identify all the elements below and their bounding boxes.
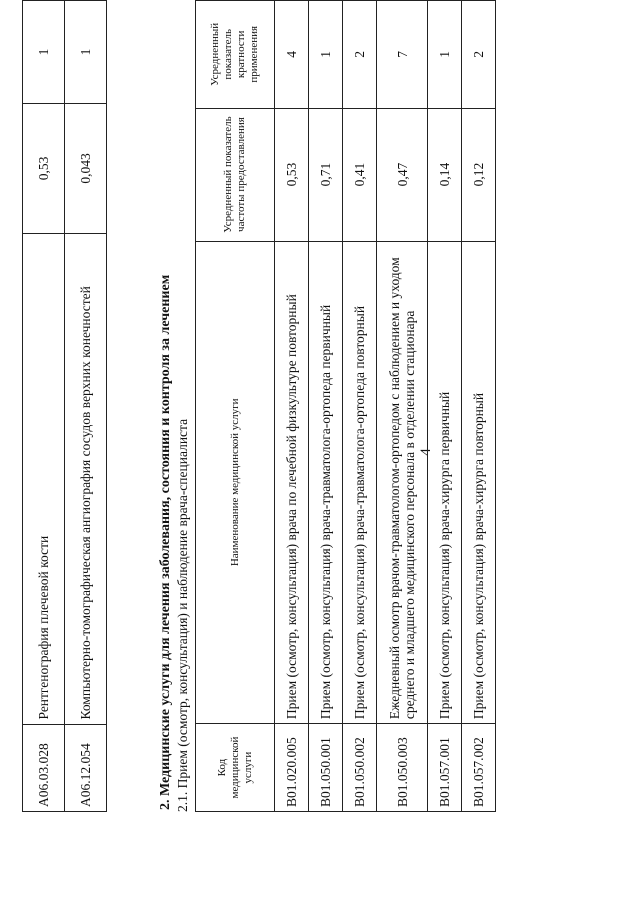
multiplicity-value: 2	[343, 1, 377, 109]
table-row	[462, 1, 496, 812]
table-row	[377, 1, 428, 812]
table-row	[65, 1, 107, 812]
service-name: Прием (осмотр, консультация) врача-хирурга повторный	[462, 241, 496, 724]
frequency-value: 0,53	[275, 108, 309, 241]
frequency-value: 0,14	[428, 108, 462, 241]
table-row	[343, 1, 377, 812]
frequency-value: 0,53	[23, 104, 65, 234]
service-name: Прием (осмотр, консультация) врача по лечебной физкультуре повторный	[275, 241, 309, 724]
multiplicity-value: 1	[428, 1, 462, 109]
multiplicity-value: 1	[65, 1, 107, 104]
service-code: A06.12.054	[65, 724, 107, 811]
header-code: Код медицинской услуги	[196, 724, 275, 812]
table-row	[275, 1, 309, 812]
table-row	[23, 1, 65, 812]
multiplicity-value: 1	[309, 1, 343, 109]
service-name: Рентгенография плечевой кости	[23, 233, 65, 724]
header-multiplicity: Усредненный показатель кратности применения	[196, 1, 275, 109]
service-name: Компьютерно-томографическая ангиография сосудов верхних конечностей	[65, 233, 107, 724]
service-name: Прием (осмотр, консультация) врача-хирурга первичный	[428, 241, 462, 724]
table-row	[428, 1, 462, 812]
multiplicity-value: 1	[23, 1, 65, 104]
frequency-value: 0,043	[65, 104, 107, 234]
frequency-value: 0,41	[343, 108, 377, 241]
service-name: Прием (осмотр, консультация) врача-травматолога-ортопеда повторный	[343, 241, 377, 724]
service-code: B01.050.002	[343, 724, 377, 812]
frequency-value: 0,12	[462, 108, 496, 241]
service-code: A06.03.028	[23, 724, 65, 811]
multiplicity-value: 7	[377, 1, 428, 109]
service-name: Прием (осмотр, консультация) врача-травматолога-ортопеда первичный	[309, 241, 343, 724]
frequency-value: 0,47	[377, 108, 428, 241]
section-title: 2. Медицинские услуги для лечения заболевания, состояния и контроля за лечением	[158, 274, 173, 810]
top-table	[22, 0, 107, 812]
service-code: B01.020.005	[275, 724, 309, 812]
header-frequency: Усредненный показатель частоты предоставления	[196, 108, 275, 241]
frequency-value: 0,71	[309, 108, 343, 241]
service-code: B01.057.002	[462, 724, 496, 812]
table-row	[309, 1, 343, 812]
service-name: Ежедневный осмотр врачом-травматологом-ортопедом с наблюдением и уходом среднего и младшего медицинского персонала в отделении стационара	[377, 241, 428, 724]
services-table	[195, 0, 496, 812]
service-code: B01.050.003	[377, 724, 428, 812]
multiplicity-value: 4	[275, 1, 309, 109]
table-header-row	[196, 1, 275, 812]
section-subtitle: 2.1. Прием (осмотр, консультация) и наблюдение врача-специалиста	[175, 418, 190, 812]
service-code: B01.057.001	[428, 724, 462, 812]
header-name: Наименование медицинской услуги	[196, 241, 275, 724]
page-number: 4	[418, 448, 434, 456]
service-code: B01.050.001	[309, 724, 343, 812]
multiplicity-value: 2	[462, 1, 496, 109]
